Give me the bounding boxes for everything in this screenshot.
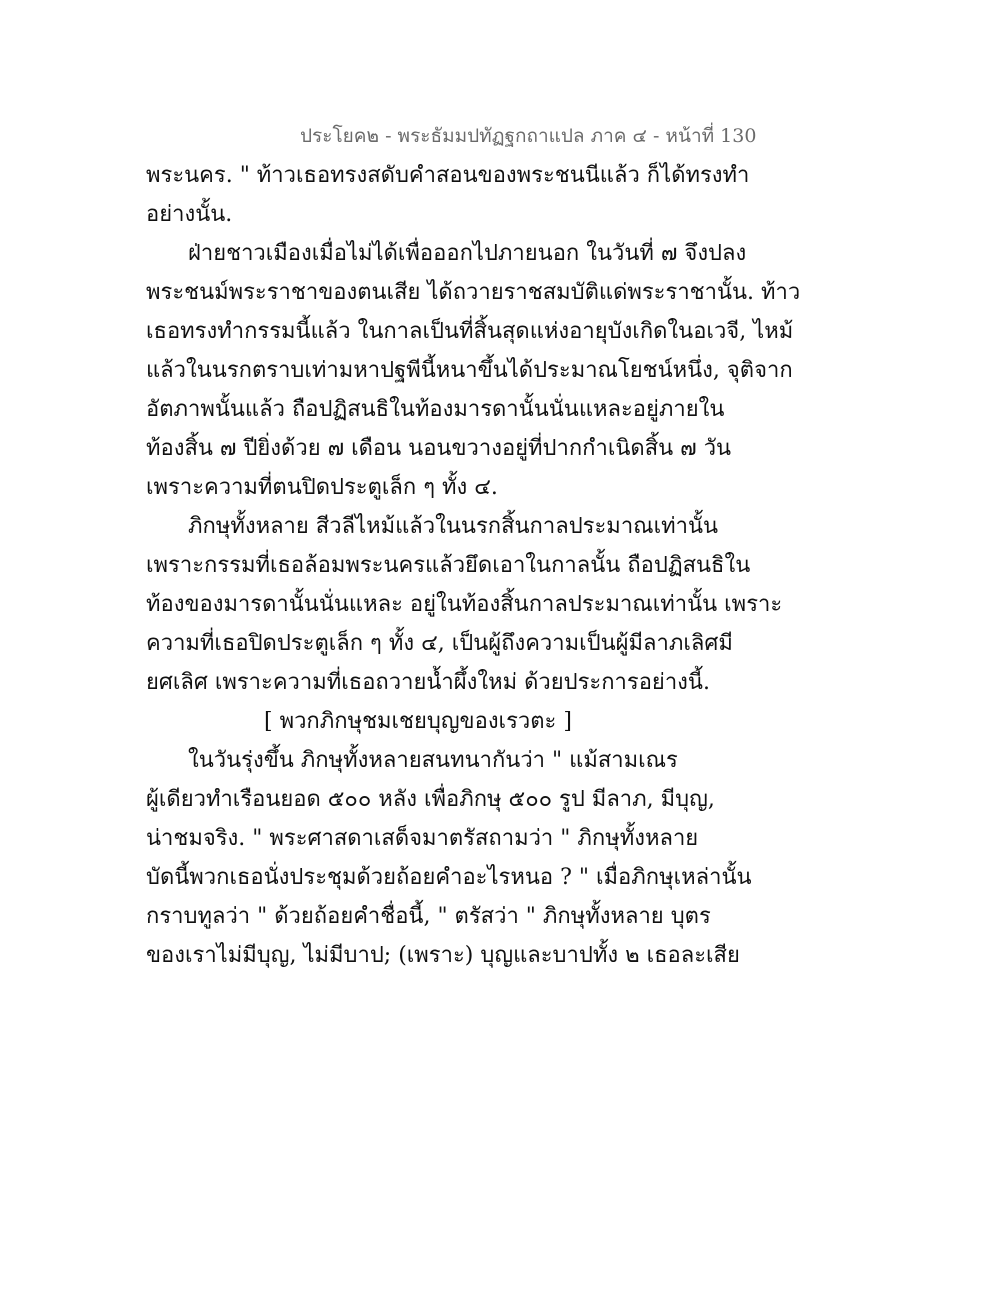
paragraph-start-line: ในวันรุ่งขึ้น ภิกษุทั้งหลายสนทนากันว่า " แม้สามเณร [188,748,678,773]
text-line: เธอทรงทำกรรมนี้แล้ว ในกาลเป็นที่สิ้นสุดแห่งอายุบังเกิดในอเวจี, ไหม้ [146,319,794,344]
text-line: น่าชมจริง. " พระศาสดาเสด็จมาตรัสถามว่า " ภิกษุทั้งหลาย [146,826,699,851]
text-line: เพราะกรรมที่เธอล้อมพระนครแล้วยึดเอาในกาลนั้น ถือปฏิสนธิใน [146,553,751,578]
paragraph-start-line: ฝ่ายชาวเมืองเมื่อไม่ได้เพื่อออกไปภายนอก ในวันที่ ๗ จึงปลง [188,241,747,266]
text-line: กราบทูลว่า " ด้วยถ้อยคำชื่อนี้, " ตรัสว่า " ภิกษุทั้งหลาย บุตร [146,904,711,929]
text-line: แล้วในนรกตราบเท่ามหาปฐพีนี้หนาขึ้นได้ประมาณโยชน์หนึ่ง, จุติจาก [146,358,793,383]
text-line: อย่างนั้น. [146,202,233,227]
text-line: ของเราไม่มีบุญ, ไม่มีบาป; (เพราะ) บุญและบาปทั้ง ๒ เธอละเสีย [146,943,740,968]
text-line: ยศเลิศ เพราะความที่เธอถวายน้ำผึ้งใหม่ ด้วยประการอย่างนี้. [146,670,710,695]
text-line: ผู้เดียวทำเรือนยอด ๕๐๐ หลัง เพื่อภิกษุ ๕๐๐ รูป มีลาภ, มีบุญ, [146,787,715,812]
text-line: ท้องของมารดานั้นนั่นแหละ อยู่ในท้องสิ้นกาลประมาณเท่านั้น เพราะ [146,592,783,617]
body-text [146,156,846,975]
text-line: เพราะความที่ตนปิดประตูเล็ก ๆ ทั้ง ๔. [146,475,498,500]
text-line: อัตภาพนั้นแล้ว ถือปฏิสนธิในท้องมารดานั้นนั่นแหละอยู่ภายใน [146,397,725,422]
text-line: พระนคร. " ท้าวเธอทรงสดับคำสอนของพระชนนีแล้ว ก็ได้ทรงทำ [146,163,750,188]
text-line: ท้องสิ้น ๗ ปียิ่งด้วย ๗ เดือน นอนขวางอยู่ที่ปากกำเนิดสิ้น ๗ วัน [146,436,732,461]
section-heading: [ พวกภิกษุชมเชยบุญของเรวตะ ] [264,709,572,734]
text-line: บัดนี้พวกเธอนั่งประชุมด้วยถ้อยคำอะไรหนอ ? " เมื่อภิกษุเหล่านั้น [146,865,752,890]
running-header: ประโยค๒ - พระธัมมปทัฏฐกถาแปล ภาค ๔ - หน้าที่ 130 [300,125,757,147]
text-line: พระชนม์พระราชาของตนเสีย ได้ถวายราชสมบัติแด่พระราชานั้น. ท้าว [146,280,801,305]
paragraph-start-line: ภิกษุทั้งหลาย สีวลีไหม้แล้วในนรกสิ้นกาลประมาณเท่านั้น [188,514,719,539]
text-line: ความที่เธอปิดประตูเล็ก ๆ ทั้ง ๔, เป็นผู้ถึงความเป็นผู้มีลาภเลิศมี [146,631,733,656]
